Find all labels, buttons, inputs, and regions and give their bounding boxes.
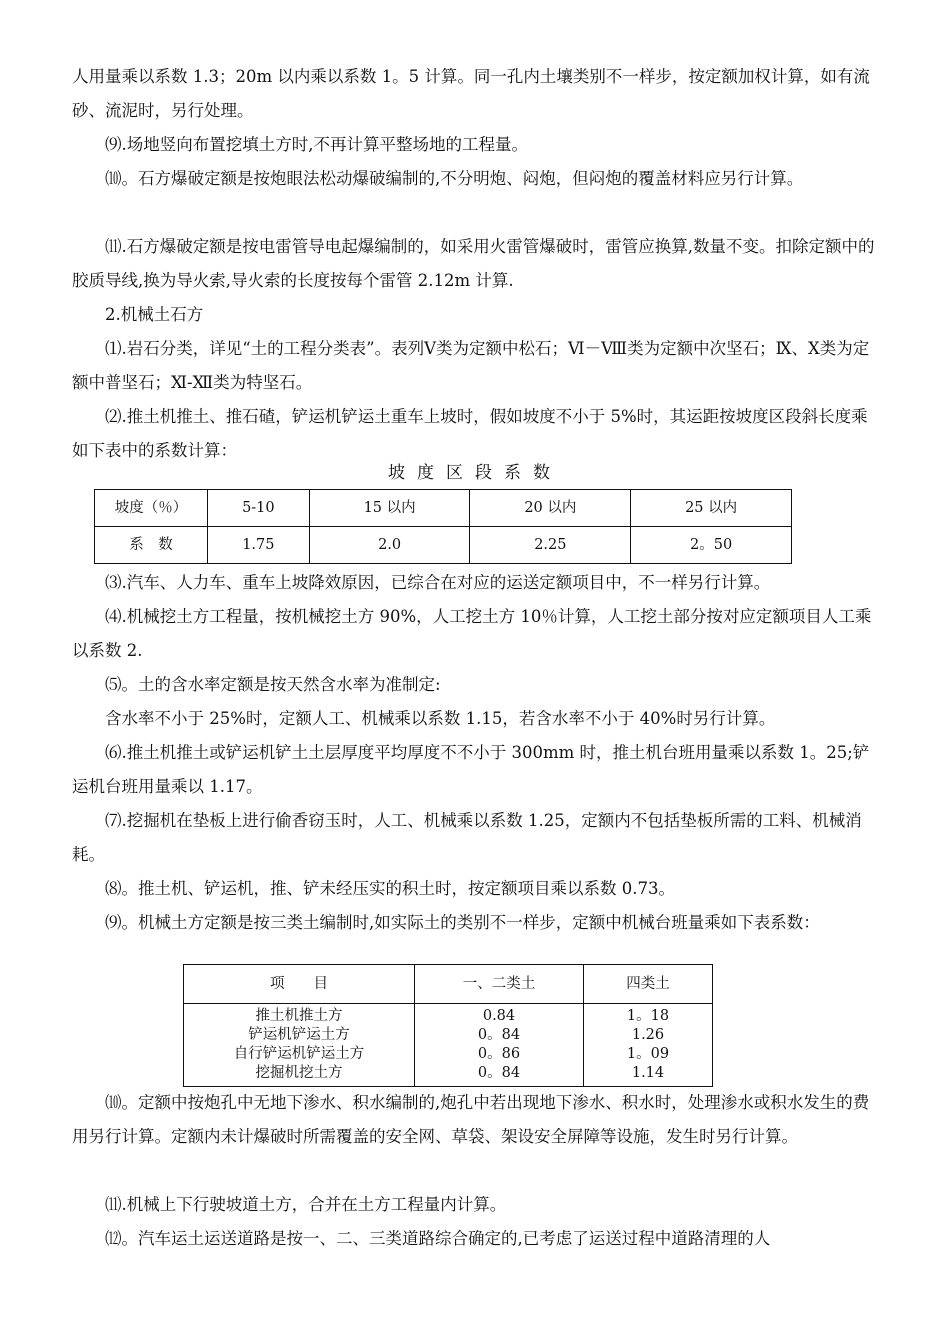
table-cell: 5-10 xyxy=(208,490,310,527)
paragraph-m7: ⑺.挖掘机在垫板上进行偷香窃玉时，人工、机械乘以系数 1.25，定额内不包括垫板所需的工料、机械消耗。 xyxy=(72,811,862,864)
table-value: 0。84 xyxy=(477,1065,521,1081)
table-cell xyxy=(415,1004,584,1087)
paragraph-m2: ⑵.推土机推土、推石碴，铲运机铲运土重车上坡时，假如坡度不小于 5%时，其运距按坡度区段斜长度乘如下表中的系数计算： xyxy=(72,407,868,460)
table-value: 1.14 xyxy=(631,1065,665,1081)
table-item: 推土机推土方 xyxy=(255,1008,343,1024)
paragraph-9: ⑼.场地竖向布置挖填土方时,不再计算平整场地的工程量。 xyxy=(105,135,528,154)
table-cell: 坡度（％） xyxy=(95,490,208,527)
paragraph-m11: ⑾.机械上下行驶坡道土方，合并在土方工程量内计算。 xyxy=(105,1195,507,1214)
table-value: 1。18 xyxy=(626,1008,670,1024)
table-cell: 25 以内 xyxy=(631,490,792,527)
table-header-cell: 项 目 xyxy=(184,965,415,1004)
paragraph-m8: ⑻。推土机、铲运机，推、铲未经压实的积土时，按定额项目乘以系数 0.73。 xyxy=(105,879,675,898)
table-header-cell: 四类土 xyxy=(584,965,713,1004)
table-value: 0。84 xyxy=(477,1027,521,1043)
paragraph-m6: ⑹.推土机推土或铲运机铲土土层厚度平均厚度不不小于 300mm 时，推土机台班用量乘以系数 1。25;铲运机台班用量乘以 1.17。 xyxy=(72,743,870,796)
table-cell: 2.25 xyxy=(470,527,631,564)
table-cell: 2。50 xyxy=(631,527,792,564)
paragraph-m5-detail: 含水率不小于 25%时，定额人工、机械乘以系数 1.15，若含水率不小于 40%时另行计算。 xyxy=(105,709,776,728)
table1-caption: 坡度区段系数 xyxy=(388,463,562,483)
paragraph-continuation: 人用量乘以系数 1.3；20m 以内乘以系数 1。5 计算。同一孔内土壤类别不一样步，按定额加权计算，如有流砂、流泥时，另行处理。 xyxy=(72,67,870,120)
table-row xyxy=(95,490,792,527)
soil-class-coefficient-table xyxy=(183,964,713,1087)
table-cell xyxy=(184,1004,415,1087)
paragraph-m12: ⑿。汽车运土运送道路是按一、二、三类道路综合确定的,已考虑了运送过程中道路清理的人 xyxy=(105,1229,771,1248)
table-cell: 系 数 xyxy=(95,527,208,564)
table-row xyxy=(184,1004,713,1087)
paragraph-m9: ⑼。机械土方定额是按三类土编制时,如实际土的类别不一样步，定额中机械台班量乘如下表系数： xyxy=(105,913,820,932)
table-cell: 1.75 xyxy=(208,527,310,564)
table-cell: 2.0 xyxy=(309,527,470,564)
slope-coefficient-table xyxy=(94,489,792,564)
table-header-cell: 一、二类土 xyxy=(415,965,584,1004)
table-cell xyxy=(584,1004,713,1087)
table-value: 1。09 xyxy=(626,1046,670,1062)
paragraph-m3: ⑶.汽车、人力车、重车上坡降效原因，已综合在对应的运送定额项目中，不一样另行计算。 xyxy=(105,573,771,592)
paragraph-m10: ⑽。定额中按炮孔中无地下渗水、积水编制的,炮孔中若出现地下渗水、积水时，处理渗水或积水发生的费用另行计算。定额内未计爆破时所需覆盖的安全网、草袋、架设安全屏障等设施，发生时另行计算。 xyxy=(72,1093,870,1146)
section-heading: 2.机械土石方 xyxy=(105,305,204,324)
table-row xyxy=(95,527,792,564)
table-item: 铲运机铲运土方 xyxy=(248,1027,350,1043)
paragraph-10: ⑽。石方爆破定额是按炮眼法松动爆破编制的,不分明炮、闷炮，但闷炮的覆盖材料应另行计算。 xyxy=(105,169,804,188)
paragraph-m1: ⑴.岩石分类，详见“土的工程分类表”。表列Ⅴ类为定额中松石；Ⅵ－Ⅷ类为定额中次坚石；Ⅸ、Ⅹ类为定额中普坚石；Ⅺ-Ⅻ类为特坚石。 xyxy=(72,339,870,392)
paragraph-11: ⑾.石方爆破定额是按电雷管导电起爆编制的，如采用火雷管爆破时，雷管应换算,数量不变。扣除定额中的胶质导线,换为导火索,导火索的长度按每个雷管 2.12m 计算. xyxy=(72,237,875,290)
table-cell: 15 以内 xyxy=(309,490,470,527)
table-value: 0.84 xyxy=(482,1008,516,1024)
paragraph-m5: ⑸。土的含水率定额是按天然含水率为准制定: xyxy=(105,675,441,694)
table-row xyxy=(184,965,713,1004)
table-item: 自行铲运机铲运土方 xyxy=(233,1046,365,1062)
paragraph-m4: ⑷.机械挖土方工程量，按机械挖土方 90%，人工挖土方 10％计算，人工挖土部分按对应定额项目人工乘以系数 2. xyxy=(72,607,872,660)
table-value: 0。86 xyxy=(477,1046,521,1062)
table-cell: 20 以内 xyxy=(470,490,631,527)
table-value: 1.26 xyxy=(631,1027,665,1043)
table-item: 挖掘机挖土方 xyxy=(255,1065,343,1081)
